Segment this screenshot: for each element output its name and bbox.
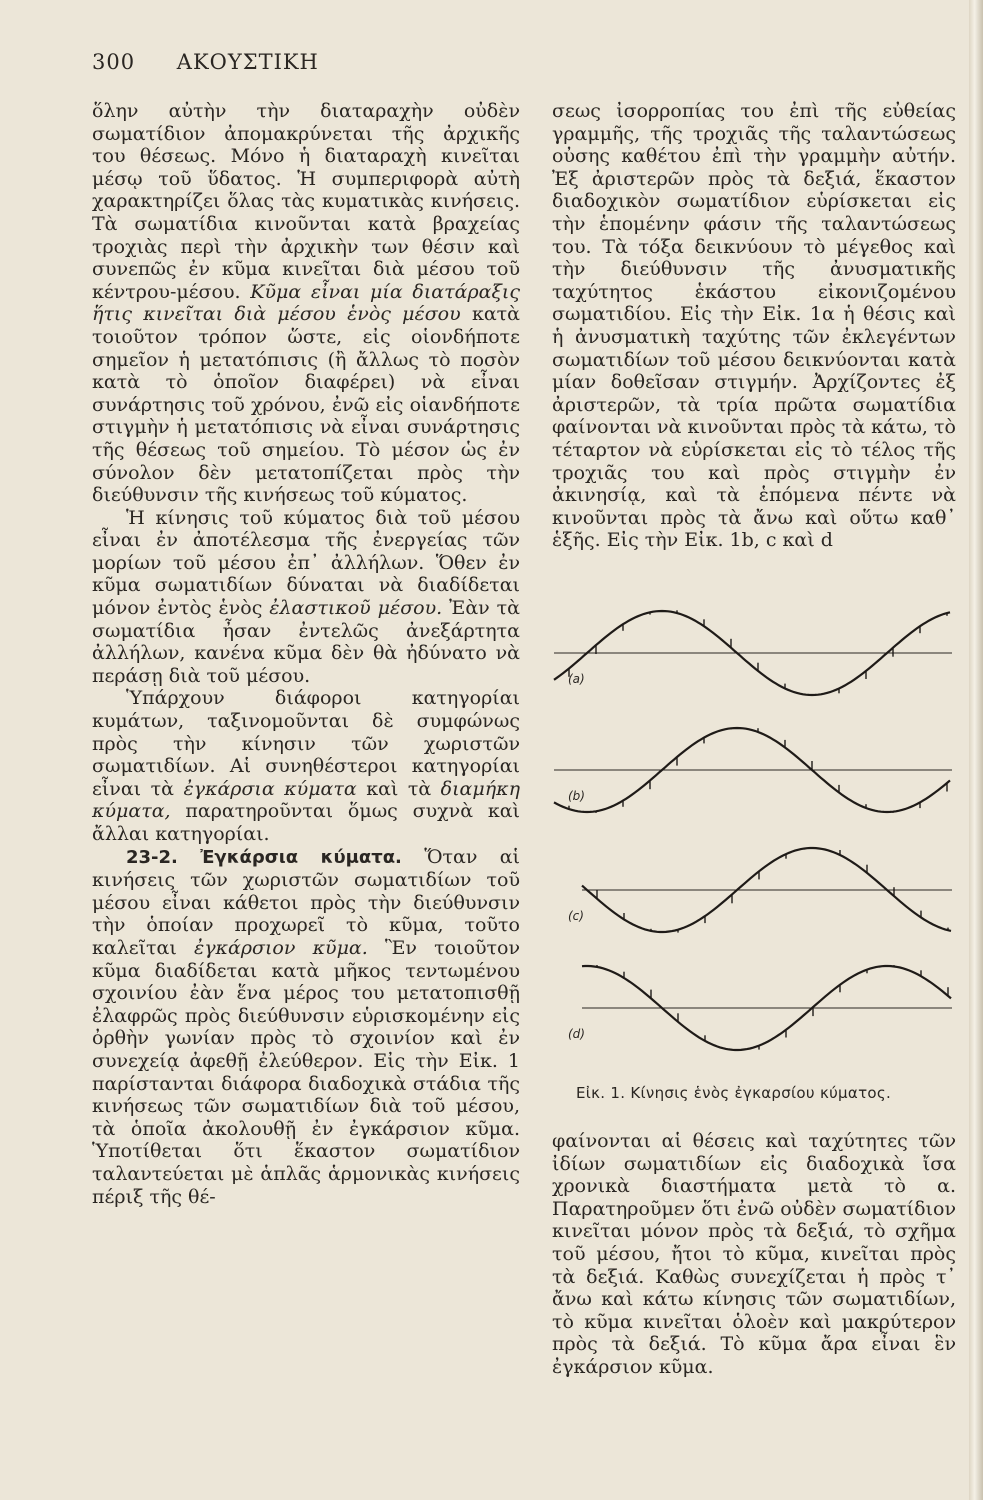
- page-edge: [969, 0, 983, 1500]
- page-number: 300: [92, 50, 136, 74]
- left-column: [92, 100, 520, 1208]
- para2-text: Ἡ κίνησις τοῦ κύματος διὰ τοῦ μέσου εἶναι ἐν ἀποτέλεσμα τῆς ἐνεργείας τῶν μορίων τοῦ μέσου ἐπ᾽ ἀλλήλων. Ὅθεν ἐν κῦμα σωματιδίων δύναται νὰ διαδίδεται μόνον ἐντὸς ἑνὸς: [92, 506, 520, 620]
- wave-diagram: [552, 608, 962, 1078]
- panel-label: (b): [568, 789, 585, 803]
- elastic-medium: ἐλαστικοῦ μέσου.: [269, 597, 443, 620]
- wave-panel-1: [554, 610, 952, 695]
- wave-definition: Κῦμα εἶναι μία διατάραξις ἥτις κινεῖται διὰ μέσου ἑνὸς μέσου: [92, 280, 520, 326]
- wave-panel-4: [568, 965, 952, 1050]
- para1-cont: κατὰ τοιοῦτον τρόπον ὥστε, εἰς οἱονδήποτε σημεῖον ἡ μετατόπισις (ἢ ἄλλως τὸ ποσὸν κατὰ τὸ ὁποῖον διαφέρει) νὰ εἶναι συνάρτησις τοῦ χρόνου, ἐνῶ εἰς οἱανδήποτε στιγμὴν ἡ μετατόπισις νὰ εἶναι συνάρτησις τῆς θέσεως τοῦ σημείου. Τὸ μέσον ὡς ἐν σύνολον δὲν μετατοπίζεται πρὸς τὴν διεύθυνσιν τῆς κινήσεως τοῦ κύματος.: [92, 303, 520, 507]
- para3-cont: παρατηροῦνται ὅμως συχνὰ καὶ ἄλλαι κατηγορίαι.: [92, 800, 520, 845]
- para3-mid: καὶ τὰ: [366, 777, 432, 800]
- running-title: ΑΚΟΥΣΤΙΚΗ: [176, 50, 319, 74]
- para1-text: ὅλην αὐτὴν τὴν διαταραχὴν οὐδὲν σωματίδιον ἀπομακρύνεται τῆς ἀρχικῆς του θέσεως. Μόνο ἡ διαταραχὴ κινεῖται μέσῳ τοῦ ὕδατος. Ἡ συμπεριφορὰ αὐτὴ χαρακτηρίζει ὅλας τὰς κυματικὰς κινήσεις. Τὰ σωματίδια κινοῦνται κατὰ βραχείας τροχιὰς περὶ τὴν ἀρχικὴν των θέσιν καὶ συνεπῶς ἐν κῦμα κινεῖται διὰ μέσου τοῦ κέντρου-μέσου.: [92, 100, 520, 303]
- paragraph-4: [92, 846, 520, 1209]
- transverse-term: ἐγκάρσια κύματα: [183, 777, 357, 800]
- right-paragraph-2: φαίνονται αἱ θέσεις καὶ ταχύτητες τῶν ἰδίων σωματιδίων εἰς διαδοχικὰ ἴσα χρονικὰ διαστήματα μετὰ τὸ α. Παρατηροῦμεν ὅτι ἐνῶ οὐδὲν σωματίδιον κινεῖται μόνον πρὸς τὰ δεξιά, τὸ σχῆμα τοῦ μέσου, ἤτοι τὸ κῦμα, κινεῖται πρὸς τὰ δεξιά. Καθὼς συνεχίζεται ἡ πρὸς τ᾽ ἄνω καὶ κάτω κίνησις τῶν σωματιδίων, τὸ κῦμα κινεῖται ὁλοὲν καὶ μακρύτερον πρὸς τὰ δεξιά. Τὸ κῦμα ἄρα εἶναι ἓν ἐγκάρσιον κῦμα.: [552, 1130, 956, 1378]
- wave-panel-3: [568, 848, 952, 933]
- paragraph-2: [92, 507, 520, 688]
- panel-label: (a): [568, 672, 585, 686]
- longitudinal-term: διαμήκη κύματα,: [92, 777, 520, 823]
- para4-text: Ὅταν αἱ κινήσεις τῶν χωριστῶν σωματιδίων τοῦ μέσου εἶναι κάθετοι πρὸς τὴν διεύθυνσιν τὴν ὁποίαν προχωρεῖ τὸ κῦμα, τοῦτο καλεῖται: [92, 845, 520, 959]
- right-column-bottom: [552, 1130, 956, 1379]
- para3-text: Ὑπάρχουν διάφοροι κατηγορίαι κυμάτων, ταξινομοῦνται δὲ συμφώνως πρὸς τὴν κίνησιν τῶν χωριστῶν σωματιδίων. Αἱ συνηθέστεροι κατηγορίαι εἶναι τὰ: [92, 687, 520, 800]
- section-title: Ἐγκάρσια κύματα.: [200, 846, 402, 868]
- transverse-wave-term: ἐγκάρσιον κῦμα.: [194, 936, 368, 959]
- para4-cont: Ἓν τοιοῦτον κῦμα διαδίδεται κατὰ μῆκος τεντωμένου σχοινίου ἐὰν ἕνα μέρος του μετατοπισθῇ ἐλαφρῶς πρὸς διεύθυνσιν εὑρισκομένην εἰς ὀρθὴν γωνίαν πρὸς τὸ σχοινίον καὶ ἐν συνεχείᾳ ἀφεθῇ ἐλεύθερον. Εἰς τὴν Εἰκ. 1 παρίστανται διάφορα διαδοχικὰ στάδια τῆς κινήσεως τῶν σωματιδίων διὰ τοῦ μέσου, τὰ ὁποῖα ἀκολουθῇ ἐν ἐγκάρσιον κῦμα. Ὑποτίθεται ὅτι ἕκαστον σωματίδιον ταλαντεύεται μὲ ἁπλᾶς ἁρμονικὰς κινήσεις πέριξ τῆς θέ-: [92, 936, 520, 1208]
- panel-label: (d): [568, 1027, 585, 1041]
- paragraph-3: [92, 687, 520, 845]
- right-paragraph-1: σεως ἰσορροπίας του ἐπὶ τῆς εὐθείας γραμμῆς, τῆς τροχιᾶς τῆς ταλαντώσεως οὐσης καθέτου ἐπὶ τὴν γραμμὴν αὐτήν. Ἐξ ἀριστερῶν πρὸς τὰ δεξιά, ἕκαστον διαδοχικὸν σωματίδιον εὑρίσκεται εἰς τὴν ἑπομένην φάσιν τῆς ταλαντώσεως του. Τὰ τόξα δεικνύουν τὸ μέγεθος καὶ τὴν διεύθυνσιν τῆς ἀνυσματικῆς ταχύτητος ἑκάστου εἰκονιζομένου σωματιδίου. Εἰς τὴν Εἰκ. 1α ἡ θέσις καὶ ἡ ἀνυσματικὴ ταχύτης τῶν ἐκλεγέντων σωματιδίων τοῦ μέσου δεικνύονται κατὰ μίαν δοθεῖσαν στιγμήν. Ἀρχίζοντες ἐξ ἀριστερῶν, τὰ τρία πρῶτα σωματίδια φαίνονται νὰ κινοῦνται πρὸς τὰ κάτω, τὸ τέταρτον νὰ εὑρίσκεται εἰς τὸ τέλος τῆς τροχιᾶς του καὶ πρὸς στιγμὴν ἐν ἀκινησίᾳ, καὶ τὰ ἑπόμενα πέντε νὰ κινοῦνται πρὸς τὰ ἄνω καὶ οὕτω καθ᾽ ἑξῆς. Εἰς τὴν Εἰκ. 1b, c καὶ d: [552, 100, 956, 552]
- wave-figure: [552, 608, 962, 1078]
- paragraph-1: [92, 100, 520, 507]
- wave-panel-2: [554, 728, 952, 813]
- section-number: 23-2.: [126, 846, 178, 868]
- panel-label: (c): [568, 909, 584, 923]
- right-column-top: [552, 100, 956, 552]
- running-head: [92, 50, 319, 74]
- para2-cont: Ἐὰν τὰ σωματίδια ἦσαν ἐντελῶς ἀνεξάρτητα ἀλλήλων, κανένα κῦμα δὲν θὰ ἠδύνατο νὰ περάσῃ διὰ τοῦ μέσου.: [92, 597, 520, 687]
- figure-caption: Εἰκ. 1. Κίνησις ἑνὸς ἐγκαρσίου κύματος.: [576, 1084, 892, 1102]
